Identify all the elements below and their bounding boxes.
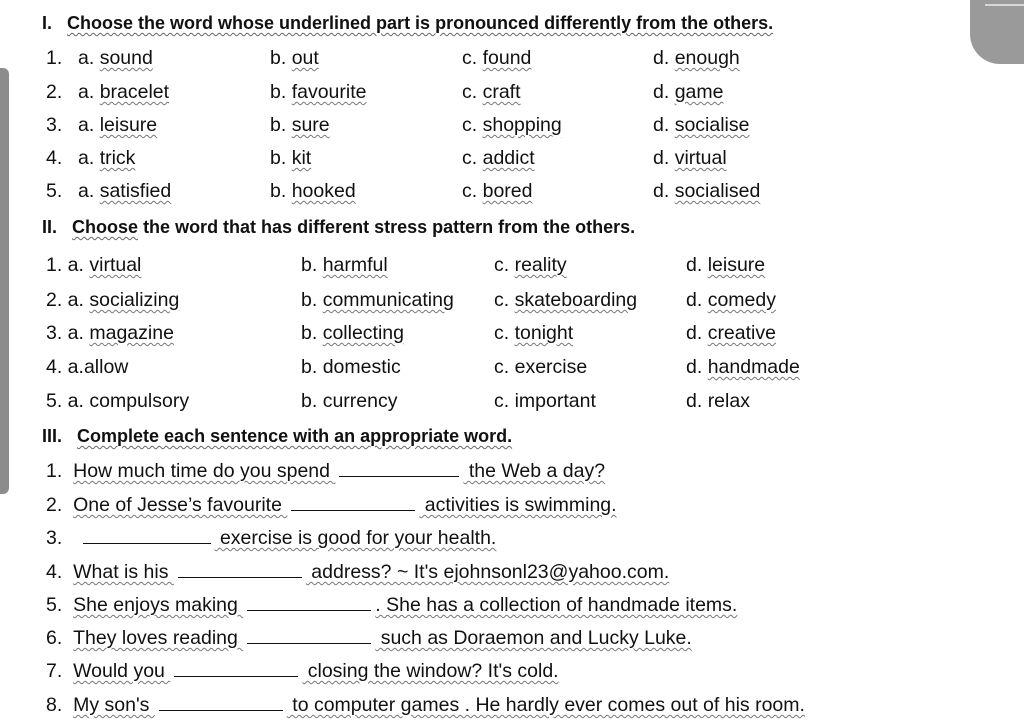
option-b: b. collecting: [301, 322, 404, 344]
section-1-number: I.: [42, 13, 53, 33]
question-number: 3.: [46, 114, 63, 136]
sentence-row: 5. She enjoys making . She has a collection of handmade items.: [46, 594, 738, 616]
option-c: c. important: [494, 390, 596, 412]
option-c: c. exercise: [494, 356, 588, 378]
section-2-title-lead: Choose: [72, 217, 139, 237]
option-b: b. sure: [270, 114, 330, 136]
answer-blank[interactable]: [339, 458, 459, 477]
sentence-row: 2. One of Jesse’s favourite activities is swimming.: [46, 494, 617, 516]
option-c: c. bored: [462, 180, 533, 202]
section-1-title: Choose the word whose underlined part is pronounced differently from the others.: [67, 13, 774, 33]
answer-blank[interactable]: [178, 559, 302, 578]
option-d: d. socialised: [653, 180, 761, 202]
option-a: 5. a. compulsory: [46, 390, 190, 412]
option-a: a. bracelet: [78, 81, 170, 103]
scroll-thumb-top-right[interactable]: [970, 0, 1024, 64]
option-d: d. game: [653, 81, 724, 103]
option-a: a. leisure: [78, 114, 158, 136]
option-b: b. harmful: [301, 254, 388, 276]
option-d: d. virtual: [653, 147, 727, 169]
sentence-row: 7. Would you closing the window? It's cold.: [46, 660, 559, 682]
option-c: c. reality: [494, 254, 567, 276]
answer-blank[interactable]: [247, 592, 371, 611]
option-d: d. comedy: [686, 289, 776, 311]
option-a: a. satisfied: [78, 180, 172, 202]
option-a: 1. a. virtual: [46, 254, 142, 276]
option-d: d. relax: [686, 390, 750, 412]
answer-blank[interactable]: [247, 625, 371, 644]
option-c: c. tonight: [494, 322, 574, 344]
thumb-highlight-line: [985, 4, 1024, 6]
answer-blank[interactable]: [174, 658, 298, 677]
option-a: 3. a. magazine: [46, 322, 174, 344]
option-d: d. enough: [653, 47, 740, 69]
scrollbar-left[interactable]: [0, 68, 9, 494]
option-b: b. favourite: [270, 81, 367, 103]
question-number: 1.: [46, 47, 63, 69]
option-b: b. hooked: [270, 180, 356, 202]
option-d: d. leisure: [686, 254, 766, 276]
question-number: 2.: [46, 81, 63, 103]
section-3-title: Complete each sentence with an appropriate word.: [77, 426, 513, 446]
answer-blank[interactable]: [83, 525, 211, 544]
option-c: c. found: [462, 47, 532, 69]
option-a: 2. a. socializing: [46, 289, 180, 311]
option-b: b. domestic: [301, 356, 401, 378]
section-2-number: II.: [42, 217, 58, 237]
section-2-title: the word that has different stress pattern from the others.: [143, 217, 636, 237]
option-d: d. creative: [686, 322, 776, 344]
sentence-row: 4. What is his address? ~ It's ejohnsonl23@yahoo.com.: [46, 561, 670, 583]
option-c: c. addict: [462, 147, 535, 169]
section-3-number: III.: [42, 426, 63, 446]
section-1-heading: [42, 13, 773, 34]
option-a: 4. a.allow: [46, 356, 129, 378]
question-number: 4.: [46, 147, 63, 169]
sentence-row: 8. My son's to computer games . He hardly ever comes out of his room.: [46, 694, 805, 716]
sentence-row: 3. exercise is good for your health.: [46, 527, 497, 549]
option-a: a. trick: [78, 147, 136, 169]
option-b: b. kit: [270, 147, 312, 169]
section-2-heading: [42, 217, 635, 238]
option-b: b. currency: [301, 390, 398, 412]
answer-blank[interactable]: [159, 692, 283, 711]
option-a: a. sound: [78, 47, 153, 69]
sentence-row: 1. How much time do you spend the Web a day?: [46, 460, 606, 482]
option-c: c. shopping: [462, 114, 562, 136]
sentence-row: 6. They loves reading such as Doraemon and Lucky Luke.: [46, 627, 692, 649]
section-3-heading: [42, 426, 512, 447]
option-b: b. communicating: [301, 289, 454, 311]
option-d: d. handmade: [686, 356, 800, 378]
answer-blank[interactable]: [291, 492, 415, 511]
option-c: c. craft: [462, 81, 521, 103]
option-d: d. socialise: [653, 114, 750, 136]
option-b: b. out: [270, 47, 319, 69]
question-number: 5.: [46, 180, 63, 202]
option-c: c. skateboarding: [494, 289, 638, 311]
